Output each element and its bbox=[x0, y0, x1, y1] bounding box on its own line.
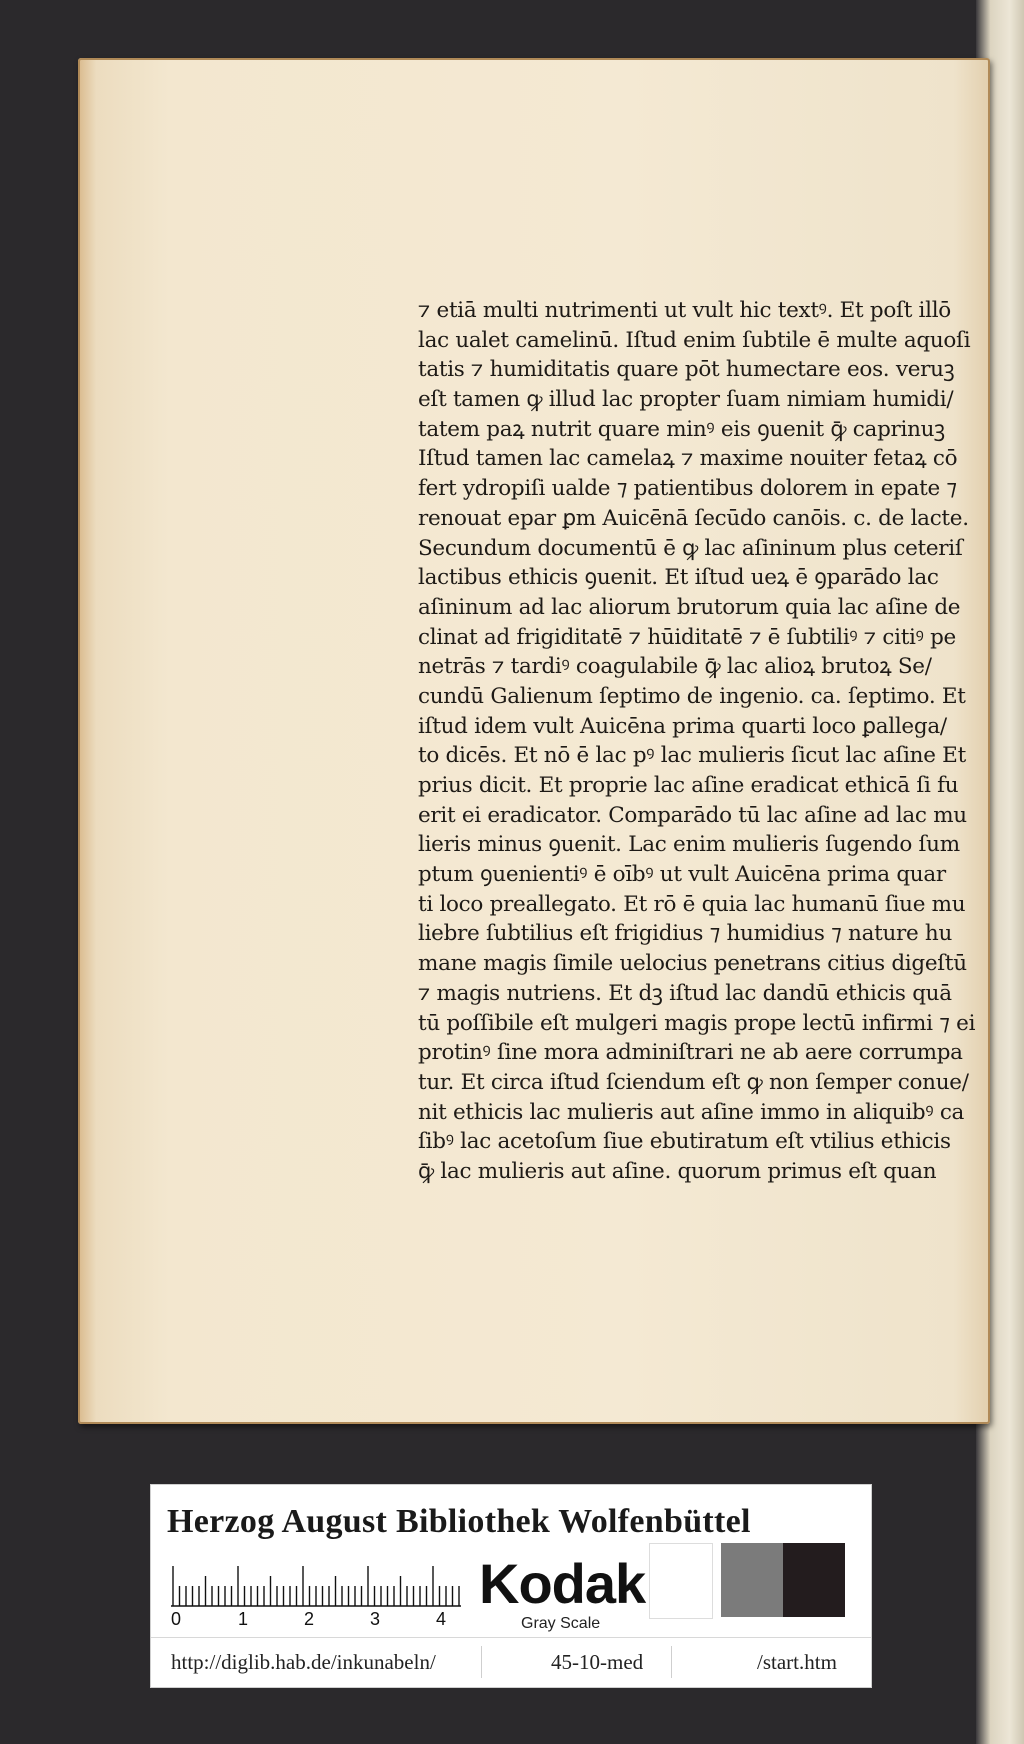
text-line: aſininum ad lac aliorum brutorum quia lac aſine de bbox=[418, 594, 961, 620]
ruler-scale bbox=[171, 1557, 461, 1607]
url-divider bbox=[671, 1646, 672, 1678]
text-line: lac ualet camelinū. Iſtud enim ſubtile ē multe aquoſi bbox=[418, 327, 971, 353]
source-url-bar bbox=[151, 1637, 871, 1688]
text-line: cundū Galienum ſeptimo de ingenio. ca. ſeptimo. Et bbox=[418, 683, 966, 709]
ruler-labels bbox=[167, 1609, 467, 1633]
gray-patch-white bbox=[649, 1543, 713, 1619]
text-line: renouat epar ꝑm Auicēnā ſecūdo canōis. c. de lacte. bbox=[418, 505, 969, 531]
kodak-logo: Kodak bbox=[479, 1552, 646, 1615]
incunable-text-block bbox=[418, 296, 998, 1187]
text-line: protinꝰ ſine mora adminiſtrari ne ab aere corrumpa bbox=[418, 1040, 963, 1066]
ruler-label: 1 bbox=[238, 1609, 249, 1629]
text-line: liebre ſubtilius eſt frigidius ⁊ humidius ⁊ nature hu bbox=[418, 921, 953, 947]
text-line: lieris minus ꝯuenit. Lac enim mulieris ſugendo ſum bbox=[418, 832, 960, 858]
text-line: ⁊ etiā multi nutrimenti ut vult hic textꝰ. Et poſt illō bbox=[418, 298, 951, 323]
text-line: clinat ad frigiditatē ⁊ hūiditatē ⁊ ē ſubtiliꝰ ⁊ citiꝰ pe bbox=[418, 624, 956, 650]
text-line: nit ethicis lac mulieris aut aſine immo in aliquibꝰ ca bbox=[418, 1099, 965, 1125]
text-line: ſibꝰ lac acetoſum ſiue ebutiratum eſt vtilius ethicis bbox=[418, 1129, 951, 1155]
ruler-label: 3 bbox=[370, 1609, 381, 1629]
text-line: tū poſſibile eſt mulgeri magis prope lectū infirmi ⁊ ei bbox=[418, 1010, 976, 1036]
url-divider bbox=[481, 1646, 482, 1678]
text-line: Iſtud tamen lac camelaꝝ ⁊ maxime nouiter fetaꝝ cō bbox=[418, 446, 958, 472]
text-line: Secundum documentū ē ꝙ lac aſininum plus ceteriſ bbox=[418, 535, 963, 561]
text-line: ptum ꝯuenientiꝰ ē oībꝰ ut vult Auicēna prima quar bbox=[418, 862, 946, 888]
url-id: 45-10-med bbox=[551, 1650, 644, 1674]
ruler-label: 2 bbox=[304, 1609, 315, 1629]
text-line: tatem paꝝ nutrit quare minꝰ eis ꝯuenit ꝙ̄ caprinuꝫ bbox=[418, 416, 945, 442]
library-title: Herzog August Bibliothek Wolfenbüttel bbox=[167, 1503, 751, 1540]
gray-patch-dark bbox=[783, 1543, 845, 1617]
text-line: lactibus ethicis ꝯuenit. Et iſtud ueꝝ ē ꝯparādo lac bbox=[418, 565, 939, 591]
text-line: netrās ⁊ tardiꝰ coagulabile ꝙ̄ lac alioꝝ brutoꝝ Se/ bbox=[418, 654, 932, 680]
text-line: fert ydropiſi ualde ⁊ patientibus dolorem in epate ⁊ bbox=[418, 476, 957, 502]
text-line: ꝙ̄ lac mulieris aut aſine. quorum primus eſt quan bbox=[418, 1158, 937, 1184]
text-line: iſtud idem vult Auicēna prima quarti loco ꝑallega/ bbox=[418, 713, 947, 739]
text-line: tur. Et circa iſtud ſciendum eſt ꝙ non ſemper conue/ bbox=[418, 1069, 969, 1095]
text-line: eſt tamen ꝙ illud lac propter ſuam nimiam humidi/ bbox=[418, 387, 954, 413]
gray-patch-mid bbox=[721, 1543, 783, 1617]
text-line: erit ei eradicator. Comparādo tū lac aſine ad lac mu bbox=[418, 802, 967, 828]
url-page: /start.htm bbox=[757, 1650, 837, 1674]
color-calibration-target bbox=[150, 1484, 872, 1688]
book-page bbox=[78, 58, 990, 1424]
gray-scale-label: Gray Scale bbox=[521, 1615, 601, 1632]
text-line: ⁊ magis nutriens. Et dꝫ iſtud lac dandū ethicis quā bbox=[418, 980, 952, 1006]
text-line: to dicēs. Et nō ē lac pꝰ lac mulieris ſicut lac aſine Et bbox=[418, 743, 966, 769]
url-base: http://diglib.hab.de/inkunabeln/ bbox=[171, 1650, 436, 1674]
text-line: ti loco preallegato. Et rō ē quia lac humanū ſiue mu bbox=[418, 891, 966, 917]
text-line: mane magis ſimile uelocius penetrans citius digeſtū bbox=[418, 951, 967, 977]
ruler-label: 0 bbox=[171, 1609, 182, 1629]
text-line: tatis ⁊ humiditatis quare pōt humectare eos. veruꝫ bbox=[418, 357, 955, 383]
ruler-label: 4 bbox=[436, 1609, 447, 1629]
text-line: prius dicit. Et proprie lac aſine eradicat ethicā ſi fu bbox=[418, 773, 959, 798]
